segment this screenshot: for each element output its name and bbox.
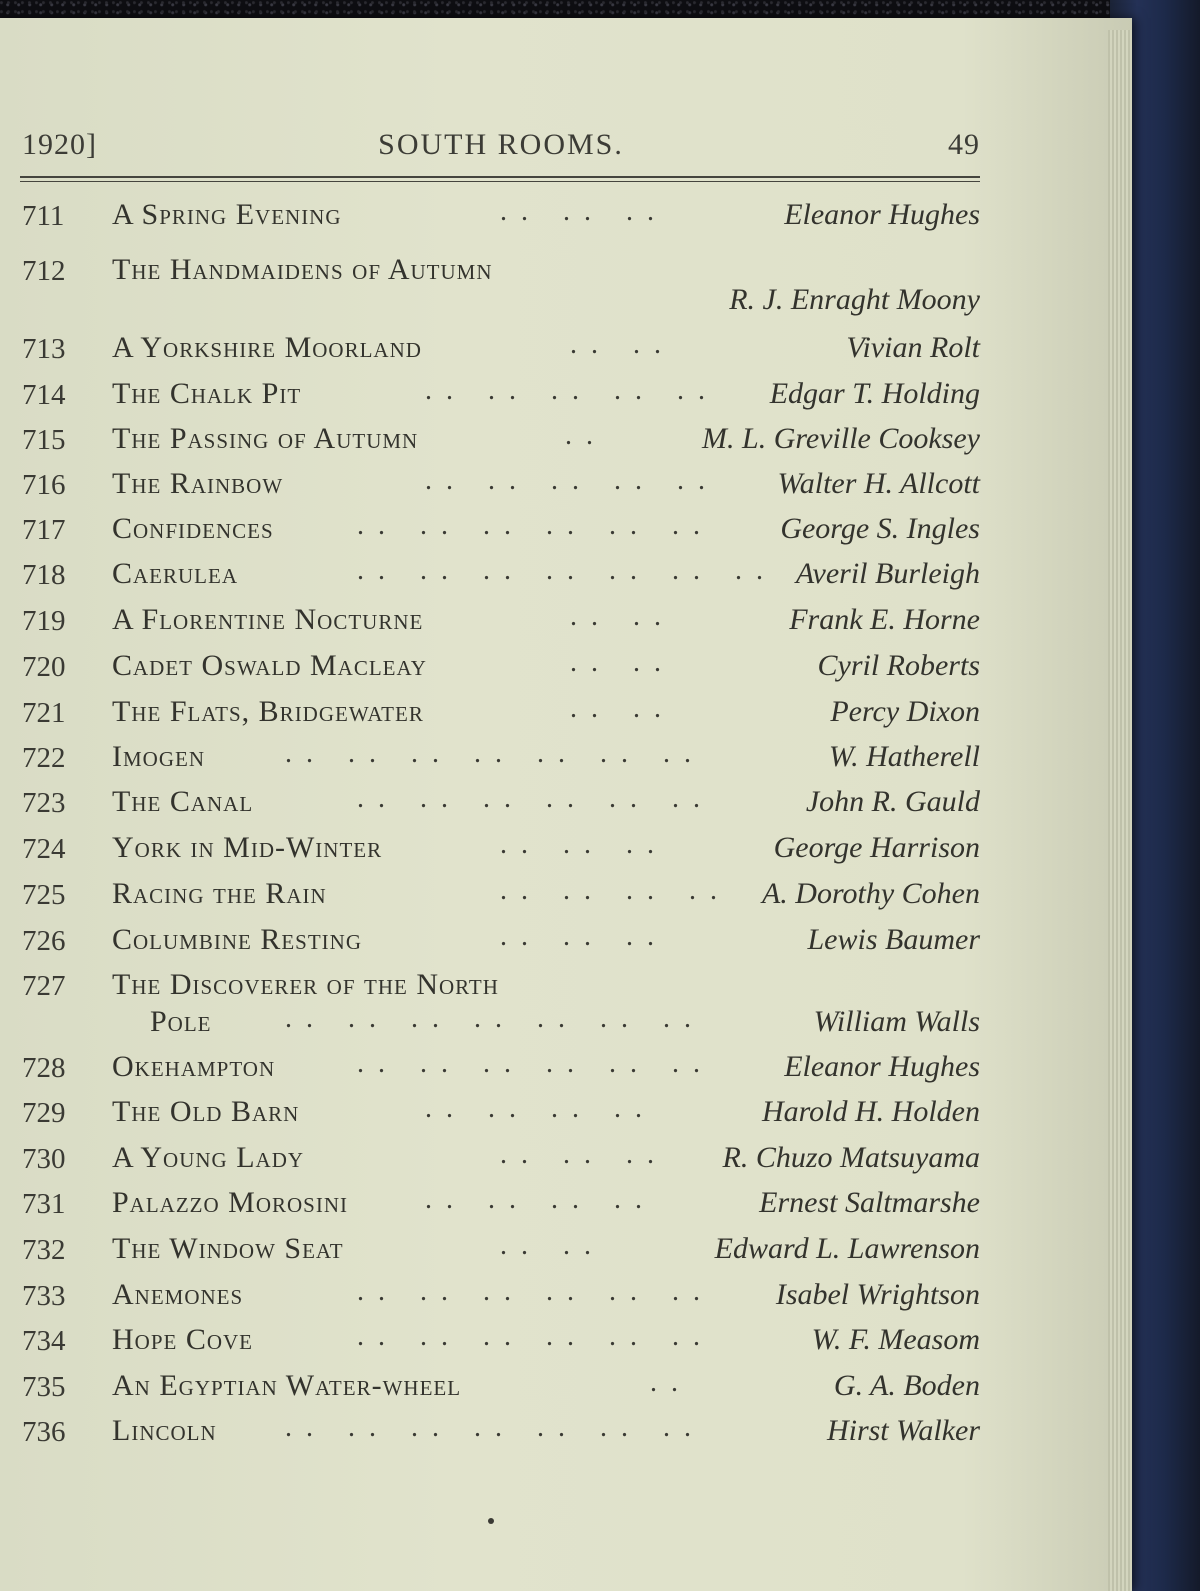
entry-number: 733 [22, 1280, 66, 1312]
dot-leader: .. .. .. .. .. [425, 465, 719, 496]
entry-artist: Lewis Baumer [807, 923, 980, 956]
dot-leader: .. .. .. .. .. .. [357, 510, 714, 541]
entry-number: 719 [22, 605, 66, 637]
dot-leader: .. .. .. .. [425, 1093, 656, 1124]
dot-leader: .. .. .. .. .. .. [357, 1276, 714, 1307]
entry-number: 732 [22, 1234, 66, 1266]
entry-number: 727 [22, 970, 66, 1002]
entry-title: The Handmaidens of Autumn [112, 253, 493, 286]
entry-title: The Window Seat [112, 1232, 344, 1265]
entry-artist: R. Chuzo Matsuyama [722, 1141, 980, 1174]
entry-artist: George S. Ingles [780, 512, 980, 545]
entry-number: 725 [22, 879, 66, 911]
entry-artist: Hirst Walker [826, 1414, 980, 1447]
entry-artist: W. F. Measom [811, 1323, 980, 1356]
dot-leader: .. .. .. .. .. .. [357, 1048, 714, 1079]
entry-title: Hope Cove [112, 1323, 254, 1356]
entry-number: 736 [22, 1416, 66, 1448]
entry-title: Okehampton [112, 1050, 276, 1083]
entry-title: The Flats, Bridgewater [112, 695, 424, 728]
dot-leader: .. [650, 1367, 692, 1398]
entry-title: York in Mid-Winter [112, 831, 383, 864]
entry-artist: Averil Burleigh [795, 557, 980, 590]
dot-leader: .. .. .. .. .. .. [357, 783, 714, 814]
entry-number: 724 [22, 833, 66, 865]
entry-title: A Spring Evening [112, 198, 342, 231]
entry-number: 723 [22, 787, 66, 819]
entry-artist: Ernest Saltmarshe [759, 1186, 980, 1219]
entry-title: The Canal [112, 785, 254, 818]
entry-artist: Walter H. Allcott [777, 467, 980, 500]
dot-leader: .. .. .. [500, 829, 668, 860]
entry-title: The Discoverer of the North [112, 968, 499, 1001]
entry-title: The Rainbow [112, 467, 284, 500]
entry-number: 721 [22, 697, 66, 729]
entry-title: Lincoln [112, 1414, 217, 1447]
printer-mark [488, 1518, 494, 1524]
entry-title: Caerulea [112, 557, 238, 590]
dot-leader: .. .. [570, 329, 675, 360]
entry-artist: Eleanor Hughes [784, 1050, 980, 1083]
entry-title: A Yorkshire Moorland [112, 331, 422, 364]
dot-leader: .. .. [570, 693, 675, 724]
dot-leader: .. .. [500, 1230, 605, 1261]
entry-title: Imogen [112, 740, 205, 773]
entry-artist: Vivian Rolt [846, 331, 980, 364]
entry-artist: George Harrison [773, 831, 980, 864]
entry-title: A Florentine Nocturne [112, 603, 424, 636]
entry-title-continued: Pole [150, 1005, 212, 1038]
dot-leader: .. [565, 420, 607, 451]
entry-number: 718 [22, 559, 66, 591]
dot-leader: .. .. .. .. [500, 875, 731, 906]
dot-leader: .. .. .. .. .. .. [357, 1321, 714, 1352]
dot-leader: .. .. [570, 601, 675, 632]
entry-title: Palazzo Morosini [112, 1186, 349, 1219]
entry-number: 734 [22, 1325, 66, 1357]
entry-artist: Edgar T. Holding [769, 377, 980, 410]
dot-leader: .. .. .. .. .. [425, 375, 719, 406]
entry-number: 726 [22, 925, 66, 957]
entry-artist: Isabel Wrightson [775, 1278, 980, 1311]
entry-number: 714 [22, 379, 66, 411]
entry-number: 730 [22, 1143, 66, 1175]
header-rule-thin [20, 181, 980, 182]
header-rule-thick [20, 176, 980, 178]
page-title: SOUTH ROOMS. [378, 128, 624, 161]
entry-number: 728 [22, 1052, 66, 1084]
entry-artist: A. Dorothy Cohen [761, 877, 980, 910]
dot-leader: .. .. .. .. .. .. .. [357, 555, 777, 586]
entry-number: 717 [22, 514, 66, 546]
entry-number: 713 [22, 333, 66, 365]
entry-artist: Frank E. Horne [789, 603, 980, 636]
dot-leader: .. .. .. [500, 921, 668, 952]
dot-leader: .. .. .. .. [425, 1184, 656, 1215]
page-number: 49 [948, 128, 980, 161]
entry-artist: G. A. Boden [833, 1369, 980, 1402]
entry-number: 720 [22, 651, 66, 683]
entry-number: 711 [22, 200, 65, 232]
entry-artist: W. Hatherell [828, 740, 980, 773]
entry-title: Anemones [112, 1278, 244, 1311]
dot-leader: .. .. .. .. .. .. .. [285, 1003, 705, 1034]
entry-artist: John R. Gauld [805, 785, 980, 818]
entry-artist: R. J. Enraght Moony [729, 283, 980, 316]
entry-artist: Edward L. Lawrenson [714, 1232, 980, 1265]
dot-leader: .. .. .. [500, 1139, 668, 1170]
entry-title: An Egyptian Water-wheel [112, 1369, 462, 1402]
entry-number: 731 [22, 1188, 66, 1220]
entry-artist: M. L. Greville Cooksey [702, 422, 980, 455]
dot-leader: .. .. .. .. .. .. .. [285, 738, 705, 769]
dot-leader: .. .. .. [500, 196, 668, 227]
entry-title: The Passing of Autumn [112, 422, 419, 455]
entry-artist: Eleanor Hughes [784, 198, 980, 231]
entry-number: 712 [22, 255, 66, 287]
entry-title: A Young Lady [112, 1141, 305, 1174]
header-year: 1920] [22, 128, 97, 161]
entry-number: 715 [22, 424, 66, 456]
entry-title: Confidences [112, 512, 274, 545]
entry-number: 716 [22, 469, 66, 501]
running-header [22, 128, 980, 168]
entry-title: Cadet Oswald Macleay [112, 649, 427, 682]
dot-leader: .. .. .. .. .. .. .. [285, 1412, 705, 1443]
entry-artist: William Walls [813, 1005, 980, 1038]
entry-artist: Cyril Roberts [817, 649, 980, 682]
entry-number: 729 [22, 1097, 66, 1129]
entry-title: The Chalk Pit [112, 377, 302, 410]
entry-artist: Percy Dixon [830, 695, 980, 728]
entry-number: 722 [22, 742, 66, 774]
entry-number: 735 [22, 1371, 66, 1403]
page-stack-edge [1108, 30, 1132, 1591]
entry-title: The Old Barn [112, 1095, 300, 1128]
dot-leader: .. .. [570, 647, 675, 678]
entry-artist: Harold H. Holden [761, 1095, 980, 1128]
entry-title: Racing the Rain [112, 877, 327, 910]
entry-title: Columbine Resting [112, 923, 363, 956]
